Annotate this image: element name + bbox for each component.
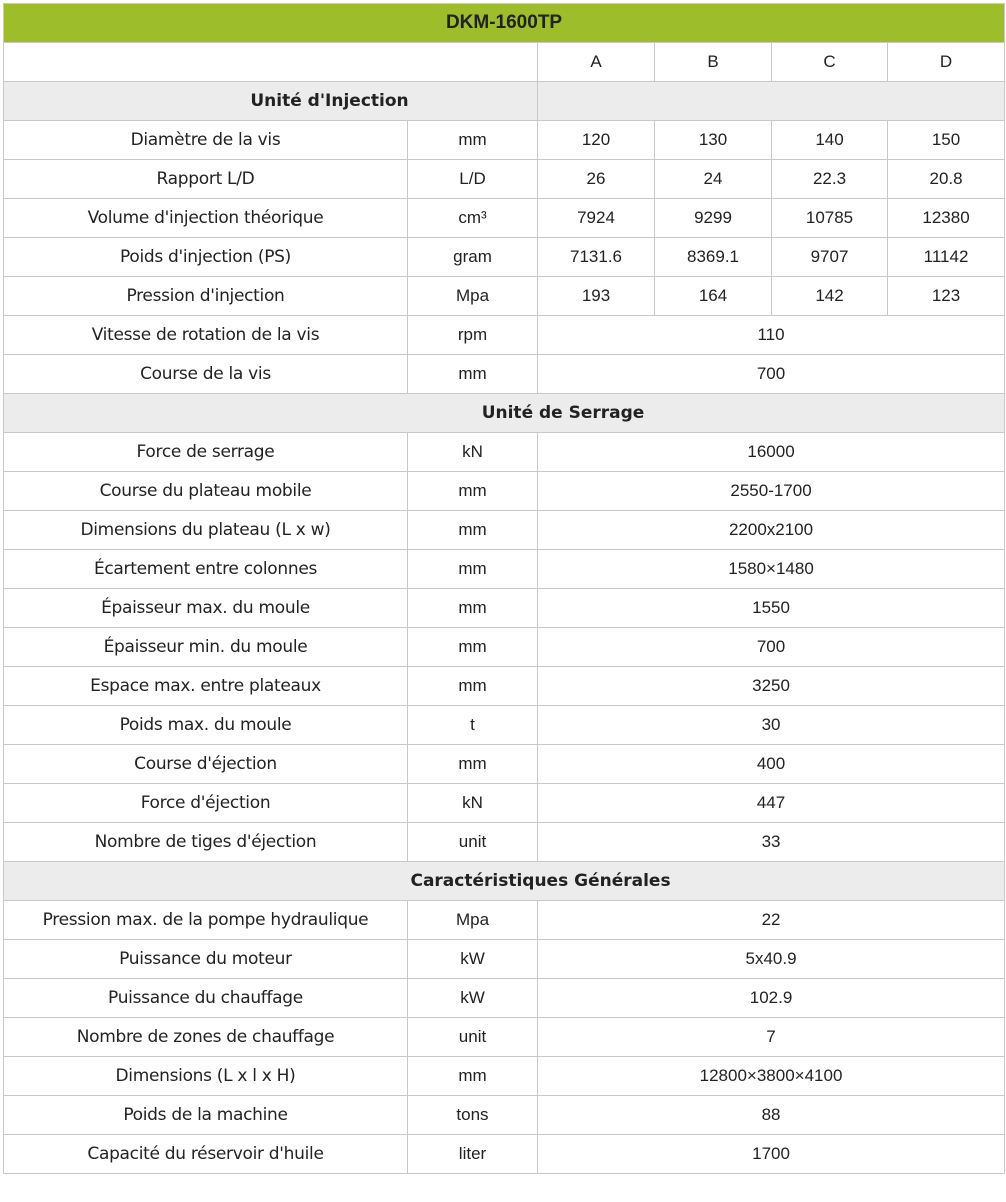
model-title: DKM-1600TP xyxy=(4,4,1005,43)
spec-label: Course de la vis xyxy=(4,355,408,394)
spec-label: Dimensions (L x l x H) xyxy=(4,1057,408,1096)
section-title: Unité d'Injection xyxy=(4,82,538,121)
spec-label: Volume d'injection théorique xyxy=(4,199,408,238)
spec-label: Poids d'injection (PS) xyxy=(4,238,408,277)
spec-value-a: 193 xyxy=(538,277,655,316)
spec-unit: liter xyxy=(408,1135,538,1174)
spec-unit: gram xyxy=(408,238,538,277)
spec-value-b: 8369.1 xyxy=(655,238,772,277)
spec-row xyxy=(4,667,1005,706)
spec-value-b: 130 xyxy=(655,121,772,160)
spec-label: Pression d'injection xyxy=(4,277,408,316)
column-header-row xyxy=(4,43,1005,82)
spec-value: 3250 xyxy=(538,667,1005,706)
spec-row xyxy=(4,823,1005,862)
spec-label: Dimensions du plateau (L x w) xyxy=(4,511,408,550)
spec-value-a: 7131.6 xyxy=(538,238,655,277)
spec-row xyxy=(4,901,1005,940)
section-title: Unité de Serrage xyxy=(4,394,1005,433)
spec-value: 12800×3800×4100 xyxy=(538,1057,1005,1096)
spec-unit: Mpa xyxy=(408,901,538,940)
spec-unit: L/D xyxy=(408,160,538,199)
spec-value-c: 22.3 xyxy=(772,160,888,199)
spec-value: 1700 xyxy=(538,1135,1005,1174)
column-header-a: A xyxy=(538,43,655,82)
spec-row xyxy=(4,589,1005,628)
spec-row xyxy=(4,511,1005,550)
spec-label: Diamètre de la vis xyxy=(4,121,408,160)
spec-value-b: 9299 xyxy=(655,199,772,238)
spec-value: 2200x2100 xyxy=(538,511,1005,550)
spec-unit: mm xyxy=(408,121,538,160)
spec-value: 2550-1700 xyxy=(538,472,1005,511)
spec-value: 400 xyxy=(538,745,1005,784)
spec-label: Puissance du chauffage xyxy=(4,979,408,1018)
column-header-c: C xyxy=(772,43,888,82)
spec-label: Pression max. de la pompe hydraulique xyxy=(4,901,408,940)
spec-value-c: 10785 xyxy=(772,199,888,238)
spec-value: 33 xyxy=(538,823,1005,862)
spec-label: Nombre de tiges d'éjection xyxy=(4,823,408,862)
spec-row xyxy=(4,628,1005,667)
spec-value: 700 xyxy=(538,628,1005,667)
spec-value: 102.9 xyxy=(538,979,1005,1018)
spec-unit: tons xyxy=(408,1096,538,1135)
spec-table-body xyxy=(4,4,1005,1174)
spec-row xyxy=(4,979,1005,1018)
spec-value-c: 9707 xyxy=(772,238,888,277)
spec-value-c: 140 xyxy=(772,121,888,160)
column-header-d: D xyxy=(888,43,1005,82)
spec-unit: kW xyxy=(408,940,538,979)
header-blank xyxy=(4,43,538,82)
spec-row xyxy=(4,433,1005,472)
spec-unit: rpm xyxy=(408,316,538,355)
spec-value-a: 120 xyxy=(538,121,655,160)
spec-value: 700 xyxy=(538,355,1005,394)
spec-label: Poids de la machine xyxy=(4,1096,408,1135)
spec-value: 88 xyxy=(538,1096,1005,1135)
spec-row xyxy=(4,277,1005,316)
spec-value-d: 20.8 xyxy=(888,160,1005,199)
spec-unit: kN xyxy=(408,784,538,823)
spec-row xyxy=(4,316,1005,355)
spec-value: 1580×1480 xyxy=(538,550,1005,589)
spec-unit: kN xyxy=(408,433,538,472)
spec-row xyxy=(4,1135,1005,1174)
spec-unit: mm xyxy=(408,1057,538,1096)
spec-label: Rapport L/D xyxy=(4,160,408,199)
spec-label: Épaisseur max. du moule xyxy=(4,589,408,628)
spec-label: Poids max. du moule xyxy=(4,706,408,745)
title-row xyxy=(4,4,1005,43)
section-header-row xyxy=(4,862,1005,901)
column-header-b: B xyxy=(655,43,772,82)
spec-label: Course du plateau mobile xyxy=(4,472,408,511)
spec-unit: t xyxy=(408,706,538,745)
spec-row xyxy=(4,550,1005,589)
spec-value-a: 7924 xyxy=(538,199,655,238)
spec-value: 447 xyxy=(538,784,1005,823)
spec-unit: mm xyxy=(408,745,538,784)
spec-label: Écartement entre colonnes xyxy=(4,550,408,589)
spec-label: Capacité du réservoir d'huile xyxy=(4,1135,408,1174)
spec-value-d: 123 xyxy=(888,277,1005,316)
spec-row xyxy=(4,1096,1005,1135)
spec-value: 22 xyxy=(538,901,1005,940)
spec-value: 110 xyxy=(538,316,1005,355)
spec-value: 7 xyxy=(538,1018,1005,1057)
spec-unit: mm xyxy=(408,550,538,589)
spec-label: Course d'éjection xyxy=(4,745,408,784)
spec-value-d: 12380 xyxy=(888,199,1005,238)
spec-unit: unit xyxy=(408,823,538,862)
spec-unit: mm xyxy=(408,472,538,511)
spec-value: 16000 xyxy=(538,433,1005,472)
spec-row xyxy=(4,121,1005,160)
spec-row xyxy=(4,1018,1005,1057)
spec-value-b: 24 xyxy=(655,160,772,199)
spec-label: Nombre de zones de chauffage xyxy=(4,1018,408,1057)
spec-row xyxy=(4,706,1005,745)
spec-unit: mm xyxy=(408,628,538,667)
spec-unit: mm xyxy=(408,355,538,394)
spec-label: Force d'éjection xyxy=(4,784,408,823)
spec-unit: kW xyxy=(408,979,538,1018)
spec-row xyxy=(4,1057,1005,1096)
spec-unit: Mpa xyxy=(408,277,538,316)
spec-row xyxy=(4,745,1005,784)
spec-row xyxy=(4,355,1005,394)
spec-value-d: 11142 xyxy=(888,238,1005,277)
spec-row xyxy=(4,784,1005,823)
spec-row xyxy=(4,238,1005,277)
spec-value: 30 xyxy=(538,706,1005,745)
spec-label: Puissance du moteur xyxy=(4,940,408,979)
section-fill-cell xyxy=(538,82,1005,121)
spec-unit: mm xyxy=(408,511,538,550)
spec-label: Épaisseur min. du moule xyxy=(4,628,408,667)
spec-row xyxy=(4,940,1005,979)
section-header-row xyxy=(4,394,1005,433)
spec-label: Espace max. entre plateaux xyxy=(4,667,408,706)
spec-row xyxy=(4,472,1005,511)
spec-value-d: 150 xyxy=(888,121,1005,160)
section-header-row xyxy=(4,82,1005,121)
spec-row xyxy=(4,199,1005,238)
spec-value-b: 164 xyxy=(655,277,772,316)
spec-unit: cm³ xyxy=(408,199,538,238)
spec-unit: mm xyxy=(408,589,538,628)
spec-label: Vitesse de rotation de la vis xyxy=(4,316,408,355)
spec-value-a: 26 xyxy=(538,160,655,199)
spec-row xyxy=(4,160,1005,199)
spec-label: Force de serrage xyxy=(4,433,408,472)
section-title: Caractéristiques Générales xyxy=(4,862,1005,901)
spec-value: 5x40.9 xyxy=(538,940,1005,979)
spec-value-c: 142 xyxy=(772,277,888,316)
spec-value: 1550 xyxy=(538,589,1005,628)
spec-unit: mm xyxy=(408,667,538,706)
spec-unit: unit xyxy=(408,1018,538,1057)
spec-table xyxy=(3,3,1005,1174)
